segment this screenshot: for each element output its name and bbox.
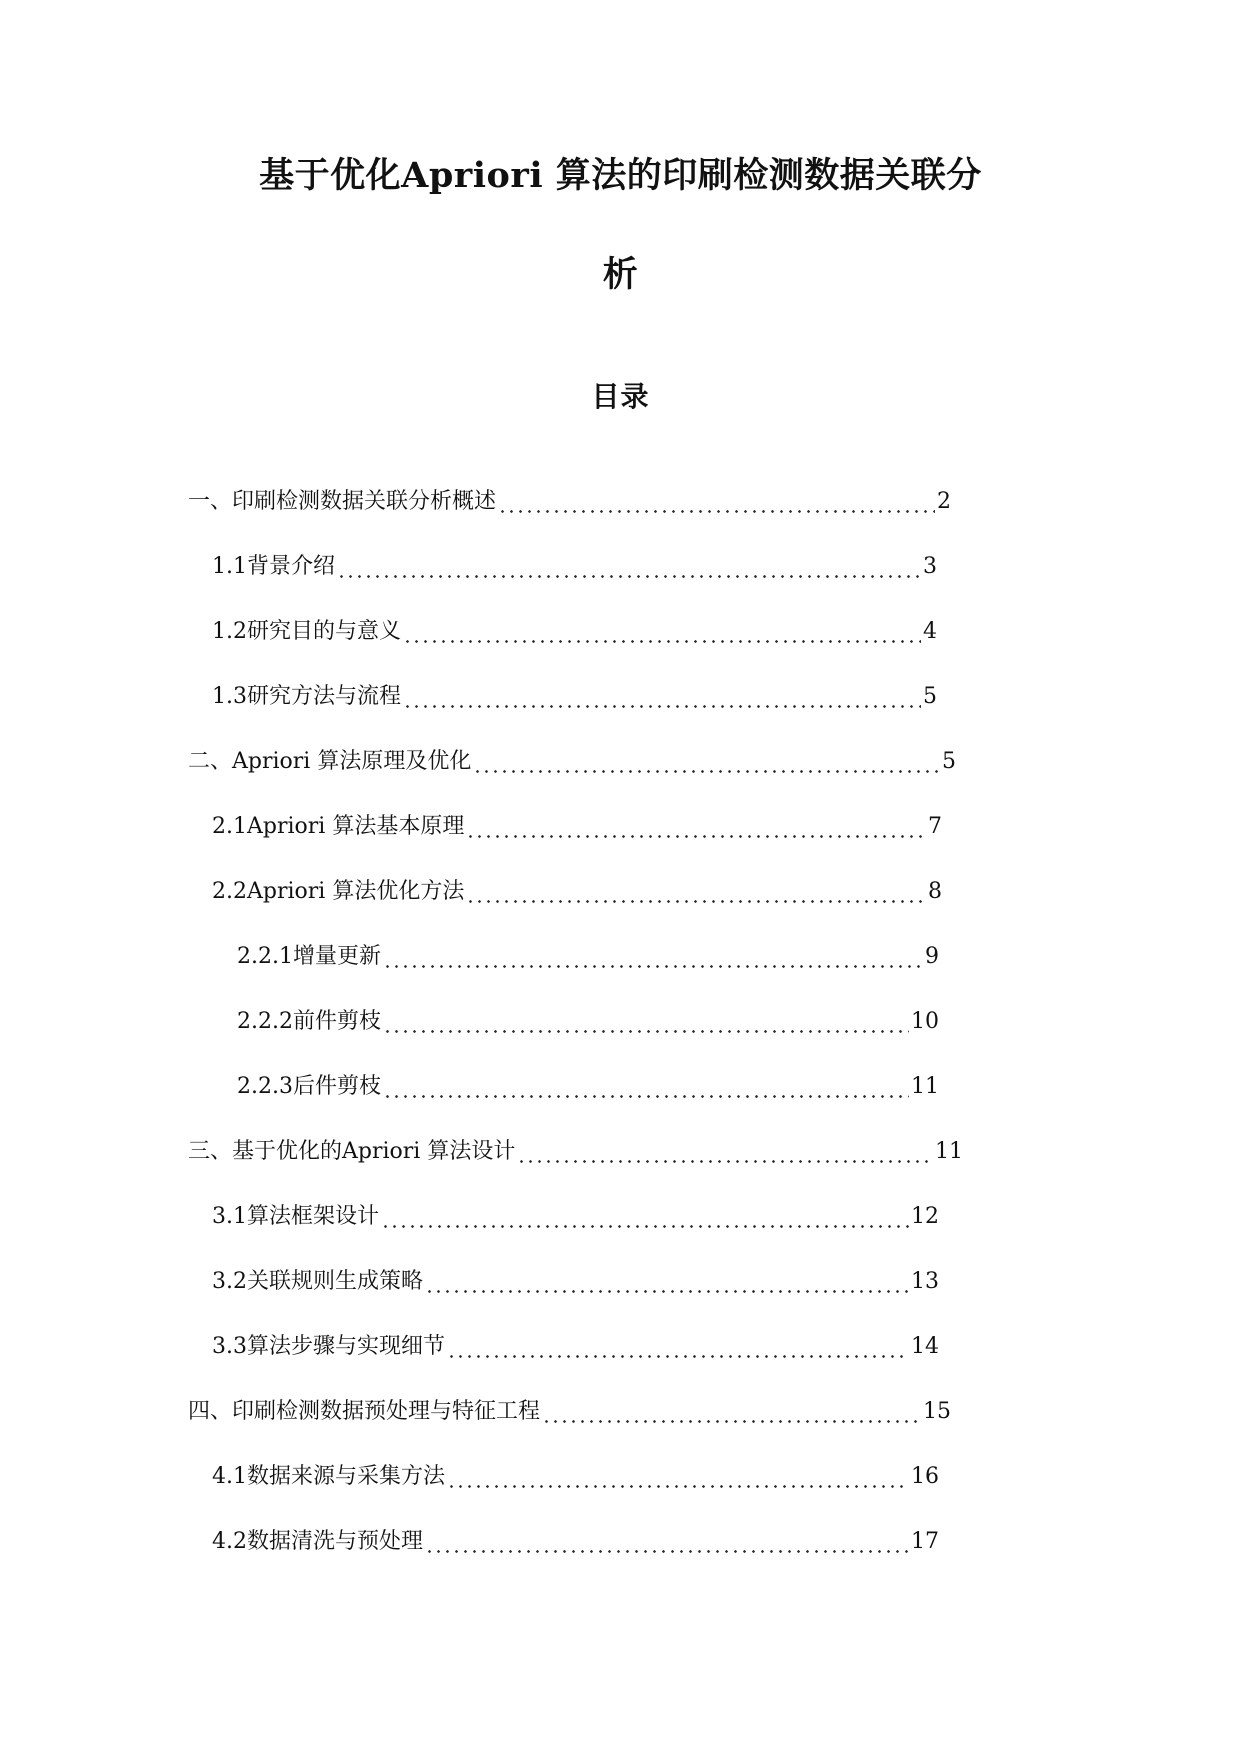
toc-leader-dots <box>466 809 926 845</box>
toc-entry-title: 后件剪枝 <box>292 1074 381 1099</box>
toc-leader-dots <box>473 744 940 780</box>
toc-entry-number: 3.2 <box>212 1269 247 1294</box>
toc-entry-title: Apriori 算法原理及优化 <box>232 749 472 774</box>
toc-entry[interactable] <box>212 679 937 715</box>
toc-entry-number: 1.1 <box>212 554 247 579</box>
toc-entry-page: 3 <box>923 554 937 579</box>
toc-entry-number: 3.3 <box>212 1334 247 1359</box>
toc-entry[interactable] <box>188 1394 951 1430</box>
toc-entry-title: 研究目的与意义 <box>247 619 402 644</box>
toc-entry-title: 算法步骤与实现细节 <box>247 1334 446 1359</box>
toc-entry-number: 一、 <box>188 489 233 514</box>
toc-leader-dots <box>337 549 921 585</box>
toc-leader-dots <box>447 1459 909 1495</box>
toc-leader-dots <box>498 484 935 520</box>
toc-entry[interactable] <box>212 1459 939 1495</box>
toc-entry-title: Apriori 算法基本原理 <box>247 814 465 839</box>
document-title-line-1: 基于优化Apriori 算法的印刷检测数据关联分 <box>259 155 982 196</box>
toc-entry-title: 印刷检测数据预处理与特征工程 <box>232 1399 541 1424</box>
toc-entry-title: 算法框架设计 <box>247 1204 380 1229</box>
toc-entry-page: 4 <box>923 619 937 644</box>
toc-entry-page: 5 <box>923 684 937 709</box>
document-title-line-2: 析 <box>602 254 639 295</box>
toc-entry[interactable] <box>237 1004 939 1040</box>
toc-leader-dots <box>383 1004 909 1040</box>
toc-entry-page: 16 <box>911 1464 939 1489</box>
toc-leader-dots <box>425 1524 909 1560</box>
toc-entry-number: 1.3 <box>212 684 247 709</box>
toc-entry[interactable] <box>212 809 942 845</box>
toc-entry-number: 二、 <box>188 749 233 774</box>
toc-entry-title: 基于优化的Apriori 算法设计 <box>232 1139 516 1164</box>
toc-entry-number: 3.1 <box>212 1204 247 1229</box>
toc-entry-number: 4.1 <box>212 1464 247 1489</box>
toc-entry-number: 1.2 <box>212 619 247 644</box>
toc-entry-title: 数据清洗与预处理 <box>247 1529 424 1554</box>
toc-leader-dots <box>517 1134 933 1170</box>
toc-leader-dots <box>425 1264 909 1300</box>
toc-entry-page: 11 <box>911 1074 939 1099</box>
toc-entry-title: 背景介绍 <box>247 554 336 579</box>
toc-heading: 目录 <box>591 380 650 413</box>
toc-entry-page: 5 <box>942 749 956 774</box>
toc-entry[interactable] <box>212 874 942 910</box>
toc-entry[interactable] <box>212 1264 939 1300</box>
toc-entry[interactable] <box>212 614 937 650</box>
toc-entry[interactable] <box>212 1199 939 1235</box>
toc-entry-number: 四、 <box>188 1399 233 1424</box>
toc-entry-page: 9 <box>925 944 939 969</box>
toc-entry-page: 13 <box>911 1269 939 1294</box>
toc-entry[interactable] <box>212 1524 939 1560</box>
toc-entry-page: 11 <box>935 1139 963 1164</box>
toc-entry-page: 10 <box>911 1009 939 1034</box>
toc-entry[interactable] <box>212 549 937 585</box>
toc-entry-number: 三、 <box>188 1139 233 1164</box>
toc-entry-page: 12 <box>911 1204 939 1229</box>
toc-entry-title: 数据来源与采集方法 <box>247 1464 446 1489</box>
toc-entry-number: 4.2 <box>212 1529 247 1554</box>
toc-leader-dots <box>542 1394 921 1430</box>
toc-entry-title: Apriori 算法优化方法 <box>247 879 465 904</box>
toc-entry[interactable] <box>237 939 939 975</box>
toc-entry-title: 增量更新 <box>292 944 381 969</box>
toc-entry-title: 印刷检测数据关联分析概述 <box>232 489 497 514</box>
toc-entry-page: 8 <box>928 879 942 904</box>
toc-entry-number: 2.1 <box>212 814 247 839</box>
toc-entry-number: 2.2.2 <box>237 1009 293 1034</box>
toc-entry-page: 17 <box>911 1529 939 1554</box>
toc-leader-dots <box>383 1069 909 1105</box>
toc-leader-dots <box>403 614 921 650</box>
toc-entry-title: 前件剪枝 <box>292 1009 381 1034</box>
toc-entry-page: 7 <box>928 814 942 839</box>
toc-entry[interactable] <box>188 484 951 520</box>
toc-entry[interactable] <box>212 1329 939 1365</box>
toc-entry-title: 关联规则生成策略 <box>247 1269 424 1294</box>
toc-entry-number: 2.2.3 <box>237 1074 293 1099</box>
toc-entry[interactable] <box>188 1134 963 1170</box>
toc-entry-page: 2 <box>937 489 951 514</box>
toc-entry-number: 2.2 <box>212 879 247 904</box>
toc-entry[interactable] <box>237 1069 939 1105</box>
toc-leader-dots <box>466 874 926 910</box>
toc-entry-number: 2.2.1 <box>237 944 293 969</box>
toc-leader-dots <box>447 1329 909 1365</box>
toc-entry-page: 15 <box>923 1399 951 1424</box>
toc-entry-page: 14 <box>911 1334 939 1359</box>
toc-leader-dots <box>403 679 921 715</box>
toc-entry[interactable] <box>188 744 956 780</box>
toc-leader-dots <box>381 1199 909 1235</box>
toc-leader-dots <box>383 939 923 975</box>
toc-entry-title: 研究方法与流程 <box>247 684 402 709</box>
